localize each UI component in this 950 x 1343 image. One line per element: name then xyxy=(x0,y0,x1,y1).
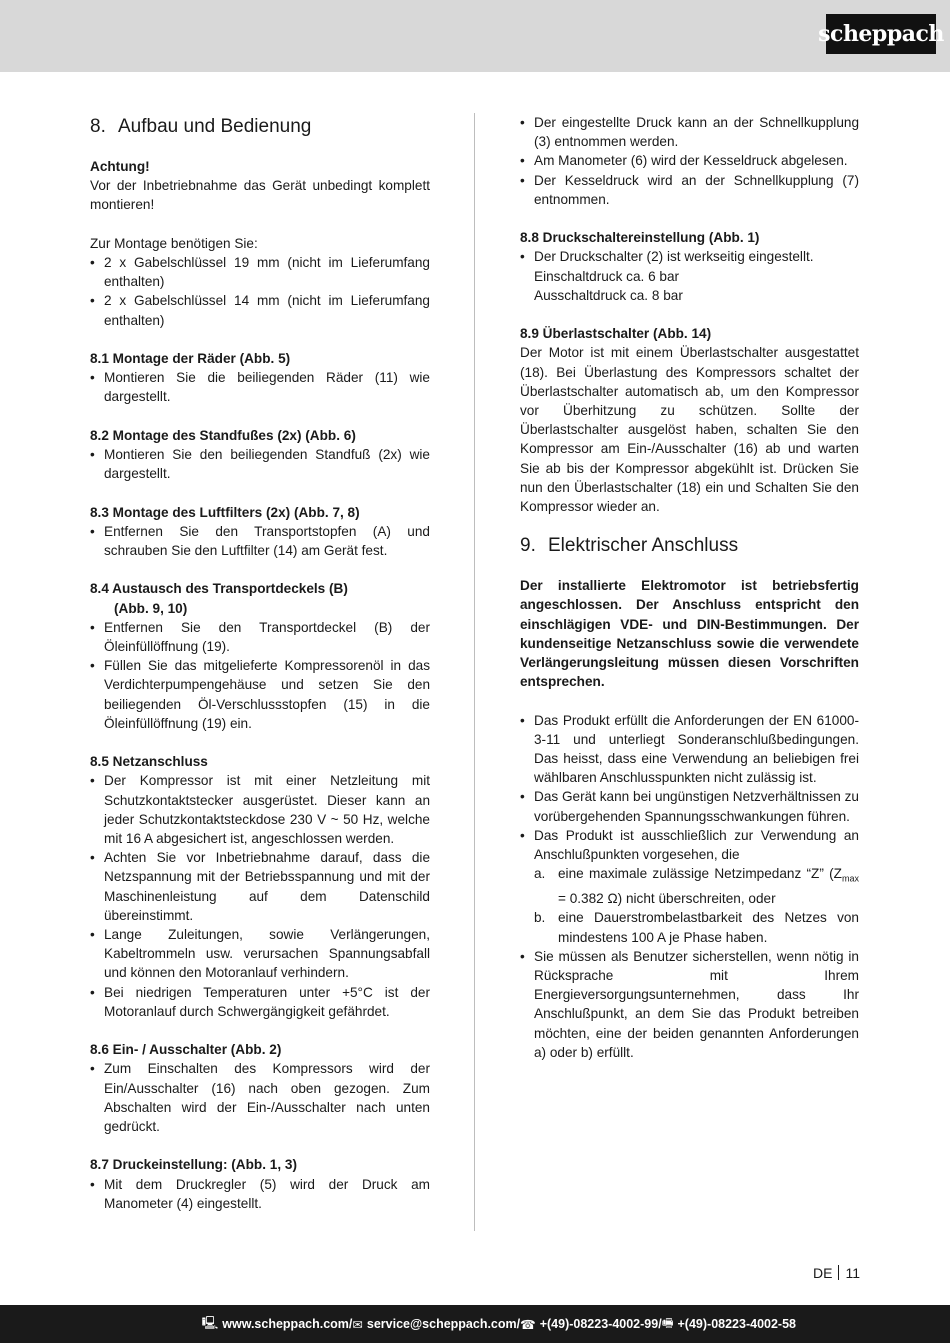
mail-icon: ✉ xyxy=(352,1317,363,1332)
sub-list-item-b: b. eine Dauerstrombelastbarkeit des Netzes von mindestens 100 A je Phase haben. xyxy=(534,910,859,945)
right-column xyxy=(520,113,859,1062)
list-item: • Zum Einschalten des Kompressors wird der Ein/Ausschalter (16) nach oben gezogen. Zum Abschalten wird der Ein-/Ausschalter nach unten gedrückt. xyxy=(90,1059,430,1136)
header-bar xyxy=(0,0,950,72)
switch-on-pressure: Einschaltdruck ca. 6 bar xyxy=(534,268,680,284)
section-8-4-title-cont: (Abb. 9, 10) xyxy=(114,600,188,616)
phone-number: +(49)-08223-4002-99 xyxy=(539,1317,659,1331)
section-8-8-title: 8.8 Druckschaltereinstellung (Abb. 1) xyxy=(520,230,760,246)
list-item: • 2 x Gabelschlüssel 19 mm (nicht im Lieferumfang enthalten) xyxy=(90,253,430,291)
list-item: • 2 x Gabelschlüssel 14 mm (nicht im Lieferumfang enthalten) xyxy=(90,291,430,329)
website-link[interactable]: www.scheppach.com xyxy=(222,1317,349,1331)
fax-number: +(49)-08223-4002-58 xyxy=(677,1317,796,1331)
list-item: • Das Produkt ist ausschließlich zur Verwendung an Anschlußpunkten vorgesehen, die xyxy=(520,826,859,864)
left-column xyxy=(90,113,430,1213)
section-8-9-text: Der Motor ist mit einem Überlastschalter ausgestattet (18). Bei Überlastung des Kompressors schaltet der Überlastschalter automatisch ab, um den Kompressor vor Überhitzung zu schützen. Sollte der Überlastschalter ausgelöst haben, schalten Sie den Kompressor am Ein-/Ausschalter (16) ab und warten Sie ab bis der Kompressor abgekühlt ist. Drücken Sie nun den Überlastschalter (18) ein und Schalten Sie den Kompressor wieder an. xyxy=(520,345,859,515)
section-9-intro: Der installierte Elektromotor ist betriebsfertig angeschlossen. Der Anschluss entspricht den einschlägigen VDE- und DIN-Bestimmungen. Der kundenseitige Netzanschluss sowie die verwendete Verlängerungsleitung müssen diesen Vorschriften entsprechen. xyxy=(520,578,859,690)
list-item: • Das Produkt erfüllt die Anforderungen der EN 61000-3-11 und unterliegt Sonderanschlußbedingungen. Das heisst, dass eine Verwendung an beliebigen frei wählbaren Anschlusspunkten nicht zulässig ist. xyxy=(520,711,859,788)
list-item: • Sie müssen als Benutzer sicherstellen, wenn nötig in Rücksprache mit Ihrem Energieversorgungsunternehmen, dass Ihr Anschlußpunkt, an dem Sie das Produkt betreiben möchten, eine der beiden genannten Anforderungen a) oder b) erfüllt. xyxy=(520,947,859,1062)
switch-off-pressure: Ausschaltdruck ca. 8 bar xyxy=(534,287,683,303)
sub-list-item-a: a. eine maximale zulässige Netzimpedanz “Z” ($Z_{max} = 0.382$ Ω) nicht überschreiten, oder xyxy=(534,866,859,907)
list-item: • Füllen Sie das mitgelieferte Kompressorenöl in das Verdichterpumpengehäuse und setzen Sie den beiliegenden Öl-Verschlussstopfen (15) in die Öleinfüllöffnung (19) ein. xyxy=(90,656,430,733)
list-item: • Mit dem Druckregler (5) wird der Druck am Manometer (4) eingestellt. xyxy=(90,1175,430,1213)
list-item: • Entfernen Sie den Transportstopfen (A) und schrauben Sie den Luftfilter (14) am Gerät fest. xyxy=(90,522,430,560)
section-8-3-title: 8.3 Montage des Luftfilters (2x) (Abb. 7, 8) xyxy=(90,504,360,520)
section-8-1-title: 8.1 Montage der Räder (Abb. 5) xyxy=(90,351,291,366)
section-8-5-title: 8.5 Netzanschluss xyxy=(90,754,208,770)
list-item: • Achten Sie vor Inbetriebnahme darauf, dass die Netzspannung mit der Betriebsspannung und mit der Maschinenleistung auf dem Datenschild übereinstimmt. xyxy=(90,848,430,925)
list-item: • Entfernen Sie den Transportdeckel (B) der Öleinfüllöffnung (19). xyxy=(90,618,430,656)
email-link[interactable]: service@scheppach.com xyxy=(366,1317,517,1331)
list-item: • Das Gerät kann bei ungünstigen Netzverhältnissen zu vorübergehenden Spannungsschwankungen führen. xyxy=(520,787,859,825)
section-8-6-title: 8.6 Ein- / Ausschalter (Abb. 2) xyxy=(90,1042,282,1058)
attention-text: Vor der Inbetriebnahme das Gerät unbedingt komplett montieren! xyxy=(90,178,430,213)
section-8-4-title: 8.4 Austausch des Transportdeckels (B) xyxy=(90,581,348,597)
fax-icon: 🖷 xyxy=(661,1315,674,1330)
section-8-7-title: 8.7 Druckeinstellung: (Abb. 1, 3) xyxy=(90,1157,297,1173)
tools-intro: Zur Montage benötigen Sie: xyxy=(90,235,258,251)
attention-label: Achtung! xyxy=(90,159,150,174)
section-8-2-title: 8.2 Montage des Standfußes (2x) (Abb. 6) xyxy=(90,427,356,443)
list-item: • Der Druckschalter (2) ist werkseitig eingestellt. xyxy=(520,247,859,266)
footer-bar: 🖳 www.scheppach.com / ✉ service@scheppach.com / ☎ +(49)-08223-4002-99 / 🖷 +(49)-08223-4002-58 xyxy=(0,1305,950,1343)
computer-icon: 🖳 xyxy=(201,1315,219,1330)
list-item: • Lange Zuleitungen, sowie Verlängerungen, Kabeltrommeln usw. verursachen Spannungsabfall und können den Motoranlauf verhindern. xyxy=(90,925,430,983)
page-number: DE 11 xyxy=(813,1265,860,1281)
list-item: • Montieren Sie den beiliegenden Standfuß (2x) wie dargestellt. xyxy=(90,445,430,483)
section-9-heading: 9. Elektrischer Anschluss xyxy=(520,535,739,557)
list-item: • Der Kesseldruck wird an der Schnellkupplung (7) entnommen. xyxy=(520,171,859,209)
list-item: • Der eingestellte Druck kann an der Schnellkupplung (3) entnommen werden. xyxy=(520,113,859,151)
column-divider xyxy=(474,113,475,1231)
list-item: • Am Manometer (6) wird der Kesseldruck abgelesen. xyxy=(520,151,859,170)
list-item: • Der Kompressor ist mit einer Netzleitung mit Schutzkontaktstecker ausgerüstet. Dieser kann an jeder Schutzkontaktsteckdose 230 V ~ 50 Hz, welche mit 16 A abgesichert ist, angeschlossen werden. xyxy=(90,771,430,848)
section-8-heading: 8. Aufbau und Bedienung xyxy=(90,116,312,137)
scheppach-logo: scheppach xyxy=(826,14,936,54)
list-item: • Montieren Sie die beiliegenden Räder (11) wie dargestellt. xyxy=(90,368,430,406)
section-8-9-title: 8.9 Überlastschalter (Abb. 14) xyxy=(520,326,712,342)
list-item: • Bei niedrigen Temperaturen unter +5°C ist der Motoranlauf durch Schwergängigkeit gefährdet. xyxy=(90,983,430,1021)
phone-icon: ☎ xyxy=(520,1317,536,1332)
